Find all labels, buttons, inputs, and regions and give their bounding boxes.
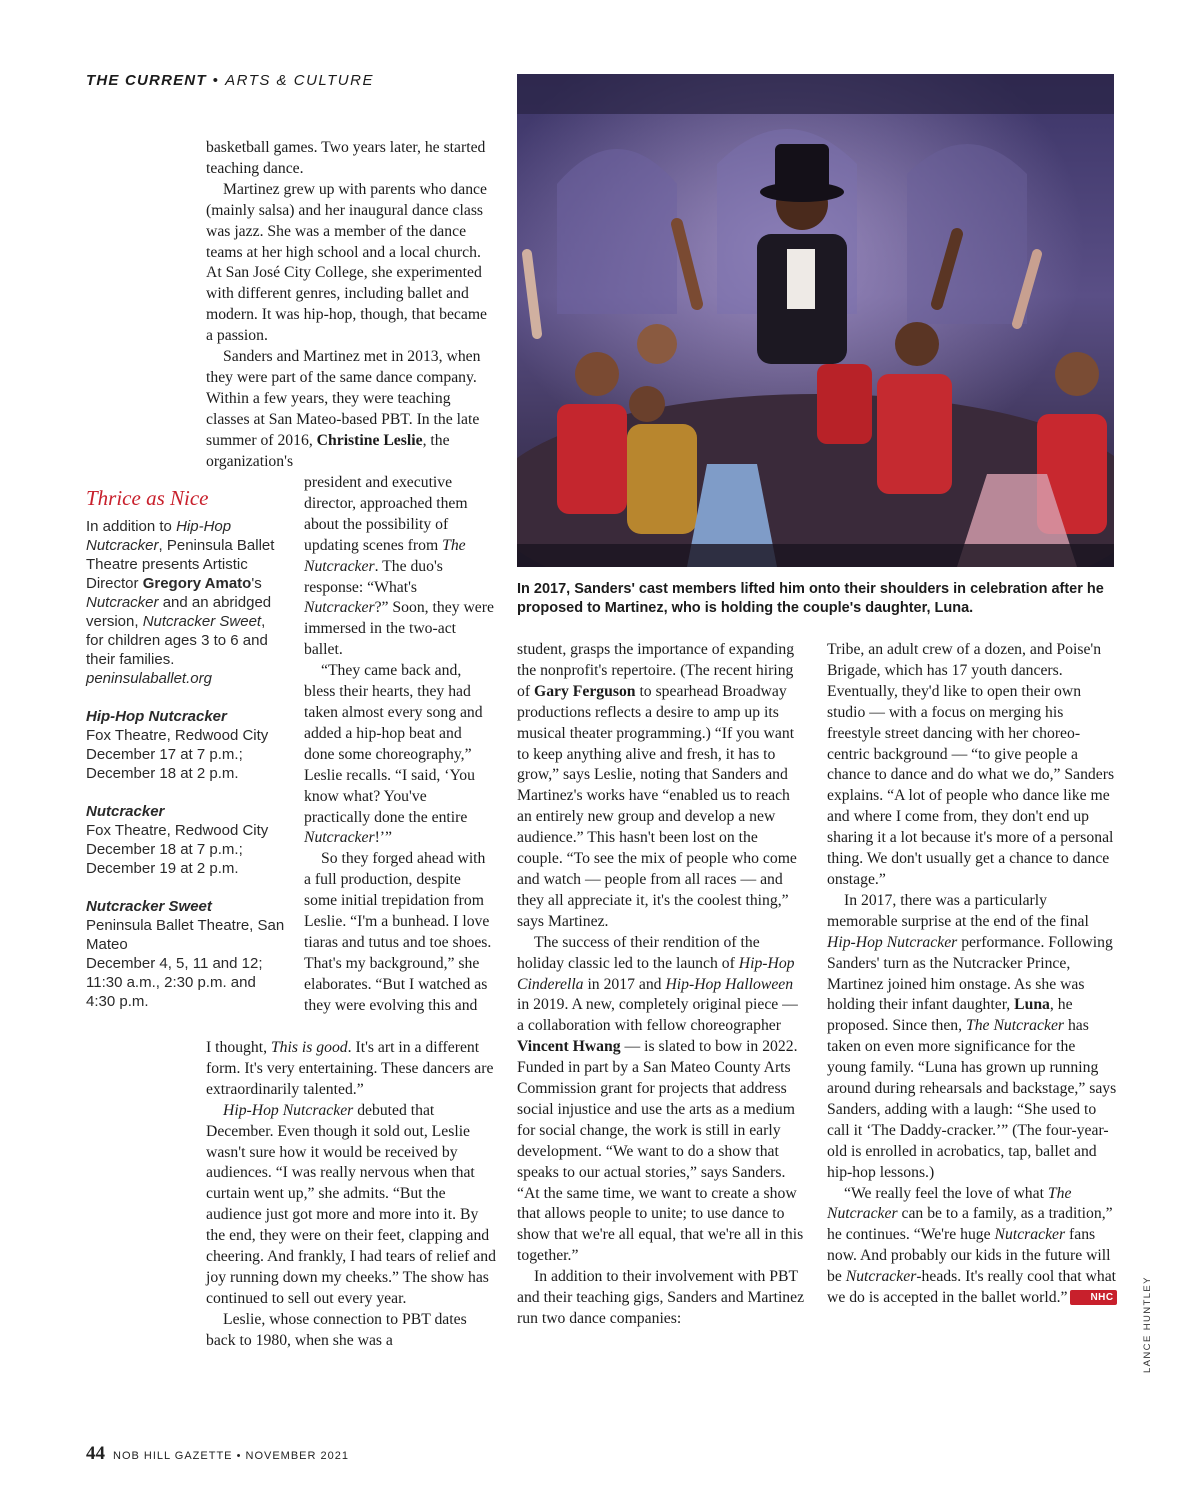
section-header bbox=[86, 72, 374, 89]
photo-caption: In 2017, Sanders' cast members lifted him onto their shoulders in celebration after he proposed to Martinez, who is holding the couple's daughter, Luna. bbox=[517, 581, 1104, 616]
event-dates: December 4, 5, 11 and 12; 11:30 a.m., 2:30 p.m. and 4:30 p.m. bbox=[86, 955, 263, 1010]
event-title: Nutcracker Sweet bbox=[86, 898, 212, 915]
paragraph: Sanders and Martinez met in 2013, when they were part of the same dance company. Within a few years, they were teaching classes at San Mateo-based PBT. In the late summer of 2016, Christine Leslie, the organization's bbox=[206, 348, 481, 470]
photo-credit bbox=[1142, 1275, 1156, 1375]
event-dates: December 18 at 7 p.m.; December 19 at 2 p.m. bbox=[86, 841, 243, 877]
event-title: Hip-Hop Nutcracker bbox=[86, 708, 227, 725]
paragraph-continued: Tribe, an adult crew of a dozen, and Poise'n Brigade, which has 17 youth dancers. Eventually, they'd like to open their own studio — with a focus on merging his freestyle street dancing with her choreo-centric background — “to give people a chance to dance and do what we do,” Sanders explains. “A lot of people who dance like me and where I come from, they don't end up sharing it a lot because it's more of a personal thing. We don't usually get a chance to dance onstage.” bbox=[827, 641, 1115, 888]
section-name: ARTS & CULTURE bbox=[225, 72, 374, 89]
paragraph: The success of their rendition of the holiday classic led to the launch of Hip-Hop Cinderella in 2017 and Hip-Hop Halloween in 2019. A new, completely original piece — a collaboration with fellow choreographer Vincent Hwang — is slated to bow in 2022. Funded in part by a San Mateo County Arts Commission grant for projects that address social injustice and use the arts as a medium for social change, the work is still in early development. “We want to do a show that speaks to our actual stories,” says Sanders. “At the same time, we want to create a show that allows people to unite; to use dance to show that we're all equal, that we're all in this together.” bbox=[517, 933, 804, 1265]
issue-date: NOVEMBER 2021 bbox=[245, 1450, 349, 1462]
article-column-1-upper bbox=[206, 138, 496, 473]
stage-celebration-illustration bbox=[517, 74, 1114, 567]
publication-name: THE CURRENT bbox=[86, 72, 207, 89]
article-column-1-narrow bbox=[304, 473, 496, 1017]
event-venue: Peninsula Ballet Theatre, San Mateo bbox=[86, 917, 285, 953]
magazine-name: NOB HILL GAZETTE bbox=[113, 1450, 233, 1462]
header-separator: • bbox=[212, 72, 220, 89]
photo-credit-text: LANCE HUNTLEY bbox=[1142, 1276, 1153, 1373]
sidebar-title: Thrice as Nice bbox=[86, 486, 209, 510]
paragraph: “We really feel the love of what The Nutcracker can be to a family, as a tradition,” he continues. “We're huge Nutcracker fans now. And probably our kids in the future will be Nutcracker-heads. It's really cool that what we do is accepted in the ballet world.” NHC bbox=[827, 1184, 1117, 1307]
page-footer bbox=[86, 1443, 349, 1465]
article-column-3 bbox=[827, 640, 1117, 1309]
person-name: Gregory Amato bbox=[142, 575, 252, 592]
event-venue: Fox Theatre, Redwood City bbox=[86, 727, 269, 744]
paragraph-continued: president and executive director, approached them about the possibility of updating scenes from The Nutcracker. The duo's response: “What's Nutcracker?” Soon, they were immersed in the two-act ballet. bbox=[304, 474, 494, 659]
paragraph: Martinez grew up with parents who dance (mainly salsa) and her inaugural dance class was jazz. She was a member of the dance teams at her high school and a local church. At San José City College, she experimented with different genres, including ballet and modern. It was hip-hop, though, that became a passion. bbox=[206, 180, 487, 345]
paragraph: In 2017, there was a particularly memorable surprise at the end of the final Hip-Hop Nutcracker performance. Following Sanders' turn as the Nutcracker Prince, Martinez joined him onstage. As she was holding their infant daughter, Luna, he proposed. Since then, The Nutcracker has taken on even more significance for the young family. “Luna has grown up running around during rehearsals and backstage,” says Sanders, adding with a laugh: “She used to call it ‘The Daddy-cracker.’” (The four-year-old is enrolled in acrobatics, tap, ballet and hip-hop lessons.) bbox=[827, 891, 1117, 1181]
paragraph: Leslie, whose connection to PBT dates back to 1980, when she was a bbox=[206, 1310, 467, 1349]
sidebar-thrice-as-nice bbox=[86, 485, 286, 1011]
work-title: The Nutcracker bbox=[304, 536, 466, 575]
paragraph-continued: student, grasps the importance of expanding the nonprofit's repertoire. (The recent hiring of Gary Ferguson to spearhead Broadway productions reflects a desire to amp up its musical theater programming.) “If you want to keep anything alive and fresh, it has to grow,” says Leslie, noting that Sanders and Martinez's works have “enabled us to reach an entirely new group and develop a new audience.” This hasn't been lost on the couple. “To see the mix of people who come and watch — people from all races — and they all appreciate it, it's the coolest thing,” says Martinez. bbox=[517, 641, 797, 930]
event-venue: Fox Theatre, Redwood City bbox=[86, 822, 269, 839]
person-name: Christine Leslie bbox=[316, 431, 423, 449]
paragraph: So they forged ahead with a full production, despite some initial trepidation from Leslie. “I'm a bunhead. I love tiaras and tutus and toe shoes. That's my background,” she elaborates. “But I watched as they were evolving this and bbox=[304, 850, 492, 1014]
sidebar-intro: In addition to Hip-Hop Nutcracker, Peninsula Ballet Theatre presents Artistic Director Gregory Amato's Nutcracker and an abridged version, Nutcracker Sweet, for children ages 3 to 6 and their families. bbox=[86, 518, 275, 668]
page-number: 44 bbox=[86, 1443, 105, 1464]
person-name: Luna bbox=[1014, 996, 1050, 1014]
paragraph-continued: I thought, This is good. It's art in a different form. It's very entertaining. These dancers are extraordinarily talented.” bbox=[206, 1039, 494, 1098]
article-column-2 bbox=[517, 640, 807, 1330]
paragraph: In addition to their involvement with PBT and their teaching gigs, Sanders and Martinez run two dance companies: bbox=[517, 1268, 805, 1327]
work-title: Hip-Hop Nutcracker bbox=[223, 1101, 354, 1119]
paragraph: “They came back and, bless their hearts, they had taken almost every song and added a hip-hop beat and done some choreography,” Leslie recalls. “I said, ‘You know what? You've practically done the entire Nutcracker!’” bbox=[304, 662, 483, 847]
event-title: Nutcracker bbox=[86, 803, 165, 820]
person-name: Vincent Hwang bbox=[517, 1038, 621, 1056]
website-link[interactable]: peninsulaballet.org bbox=[86, 670, 212, 687]
footer-separator: • bbox=[236, 1450, 242, 1462]
end-mark-badge: NHC bbox=[1070, 1290, 1116, 1305]
event-dates: December 17 at 7 p.m.; December 18 at 2 p.m. bbox=[86, 746, 243, 782]
performance-photo bbox=[517, 74, 1114, 567]
paragraph: basketball games. Two years later, he started teaching dance. bbox=[206, 139, 486, 177]
person-name: Gary Ferguson bbox=[534, 682, 636, 700]
article-column-1-lower bbox=[206, 1038, 498, 1352]
paragraph: Hip-Hop Nutcracker debuted that December. Even though it sold out, Leslie wasn't sure how it would be received by audiences. “I was really nervous when that curtain went up,” she admits. “But the audience just got more and more into it. By the end, they were on their feet, clapping and cheering. And frankly, I had tears of relief and joy running down my cheeks.” The show has continued to sell out every year. bbox=[206, 1101, 496, 1307]
